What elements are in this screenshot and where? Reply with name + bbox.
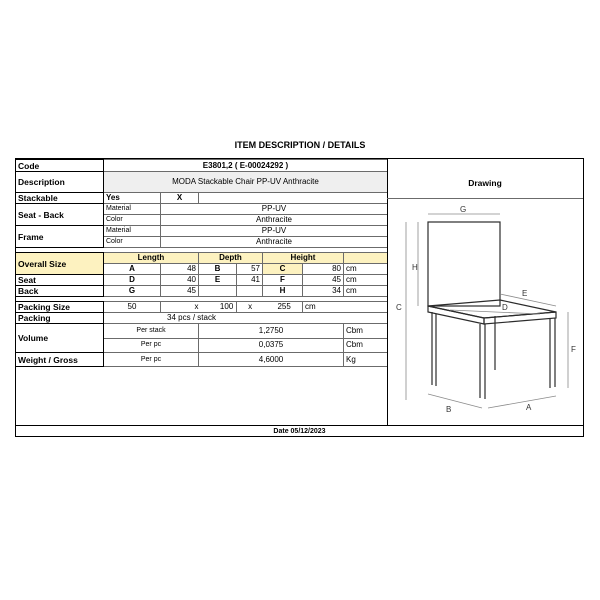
- dim-line-e: [500, 294, 556, 306]
- frame-material: PP-UV: [161, 226, 388, 237]
- back-height-key: H: [263, 286, 303, 297]
- label-d: D: [502, 303, 508, 312]
- drawing-separator: [387, 198, 583, 199]
- description-label: Description: [16, 172, 104, 193]
- packing-x-1: [161, 302, 237, 313]
- packing-x-2-cell: [237, 302, 303, 313]
- seat-length-value: 40: [161, 275, 199, 286]
- header-unit-cell: [344, 253, 388, 264]
- code-label: Code: [16, 160, 104, 172]
- overall-depth-value: 57: [237, 264, 263, 275]
- chair-backrest: [428, 222, 500, 306]
- overall-depth-key: B: [199, 264, 237, 275]
- back-depth-value: [237, 286, 263, 297]
- label-c: C: [396, 303, 402, 312]
- seat-back-material-label: Material: [104, 204, 161, 215]
- seat-depth-value: 41: [237, 275, 263, 286]
- volume-per-pc-value: 0,0375: [199, 338, 344, 353]
- back-unit: cm: [344, 286, 388, 297]
- volume-label: Volume: [16, 324, 104, 353]
- chair-drawing: [390, 200, 580, 422]
- packing-dim-3: 255: [277, 302, 291, 311]
- packing-value: 34 pcs / stack: [104, 313, 388, 324]
- stackable-empty: [199, 193, 388, 204]
- spec-table: [15, 159, 388, 367]
- overall-height-key: C: [263, 264, 303, 275]
- stackable-value: Yes: [104, 193, 161, 204]
- frame-material-label: Material: [104, 226, 161, 237]
- dim-line-b: [428, 394, 482, 408]
- weight-label: Weight / Gross: [16, 353, 104, 367]
- weight-per-pc-label: Per pc: [104, 353, 199, 367]
- footer-date: Date 05/12/2023: [15, 425, 584, 437]
- back-length-value: 45: [161, 286, 199, 297]
- volume-per-stack-unit: Cbm: [344, 324, 388, 339]
- frame-color-label: Color: [104, 237, 161, 248]
- stackable-label: Stackable: [16, 193, 104, 204]
- packing-x-2: x: [248, 302, 253, 311]
- chair-seat: [428, 300, 556, 318]
- volume-per-stack-value: 1,2750: [199, 324, 344, 339]
- back-depth-key: [199, 286, 237, 297]
- back-length-key: G: [104, 286, 161, 297]
- overall-unit: cm: [344, 264, 388, 275]
- code-value: E3801,2 ( E-00024292 ): [104, 160, 388, 172]
- seat-back-label: Seat - Back: [16, 204, 104, 226]
- description-value: MODA Stackable Chair PP-UV Anthracite: [104, 172, 388, 193]
- volume-per-stack-label: Per stack: [104, 324, 199, 339]
- document-title: ITEM DESCRIPTION / DETAILS: [234, 140, 366, 150]
- height-header: Height: [263, 253, 344, 264]
- seat-height-value: 45: [303, 275, 344, 286]
- back-size-label: Back: [16, 286, 104, 297]
- overall-length-value: 48: [161, 264, 199, 275]
- seat-back-color-label: Color: [104, 215, 161, 226]
- seat-length-key: D: [104, 275, 161, 286]
- packing-dim-2: 100: [219, 302, 234, 311]
- frame-label: Frame: [16, 226, 104, 248]
- label-e: E: [522, 289, 528, 298]
- drawing-title: Drawing: [468, 178, 502, 188]
- label-a: A: [526, 403, 532, 412]
- dim-line-a: [488, 396, 556, 408]
- packing-label: Packing: [16, 313, 104, 324]
- depth-header: Depth: [199, 253, 263, 264]
- seat-unit: cm: [344, 275, 388, 286]
- packing-dim-1: 50: [104, 302, 161, 313]
- overall-height-value: 80: [303, 264, 344, 275]
- overall-length-key: A: [104, 264, 161, 275]
- back-height-value: 34: [303, 286, 344, 297]
- seat-back-color: Anthracite: [161, 215, 388, 226]
- packing-size-label: Packing Size: [16, 302, 104, 313]
- volume-per-pc-unit: Cbm: [344, 338, 388, 353]
- label-h: H: [412, 263, 418, 272]
- seat-back-material: PP-UV: [161, 204, 388, 215]
- packing-x-1-text: x: [194, 302, 199, 311]
- weight-value: 4,6000: [199, 353, 344, 367]
- seat-depth-key: E: [199, 275, 237, 286]
- label-b: B: [446, 405, 452, 414]
- chair-outline: [428, 222, 556, 399]
- weight-unit: Kg: [344, 353, 388, 367]
- dimension-lines: [406, 214, 568, 408]
- label-g: G: [460, 205, 467, 214]
- frame-color: Anthracite: [161, 237, 388, 248]
- packing-unit: cm: [303, 302, 388, 313]
- volume-per-pc-label: Per pc: [104, 338, 199, 353]
- stackable-mark: X: [161, 193, 199, 204]
- length-header: Length: [104, 253, 199, 264]
- overall-size-label: Overall Size: [16, 253, 104, 275]
- seat-size-label: Seat: [16, 275, 104, 286]
- label-f: F: [571, 345, 576, 354]
- seat-height-key: F: [263, 275, 303, 286]
